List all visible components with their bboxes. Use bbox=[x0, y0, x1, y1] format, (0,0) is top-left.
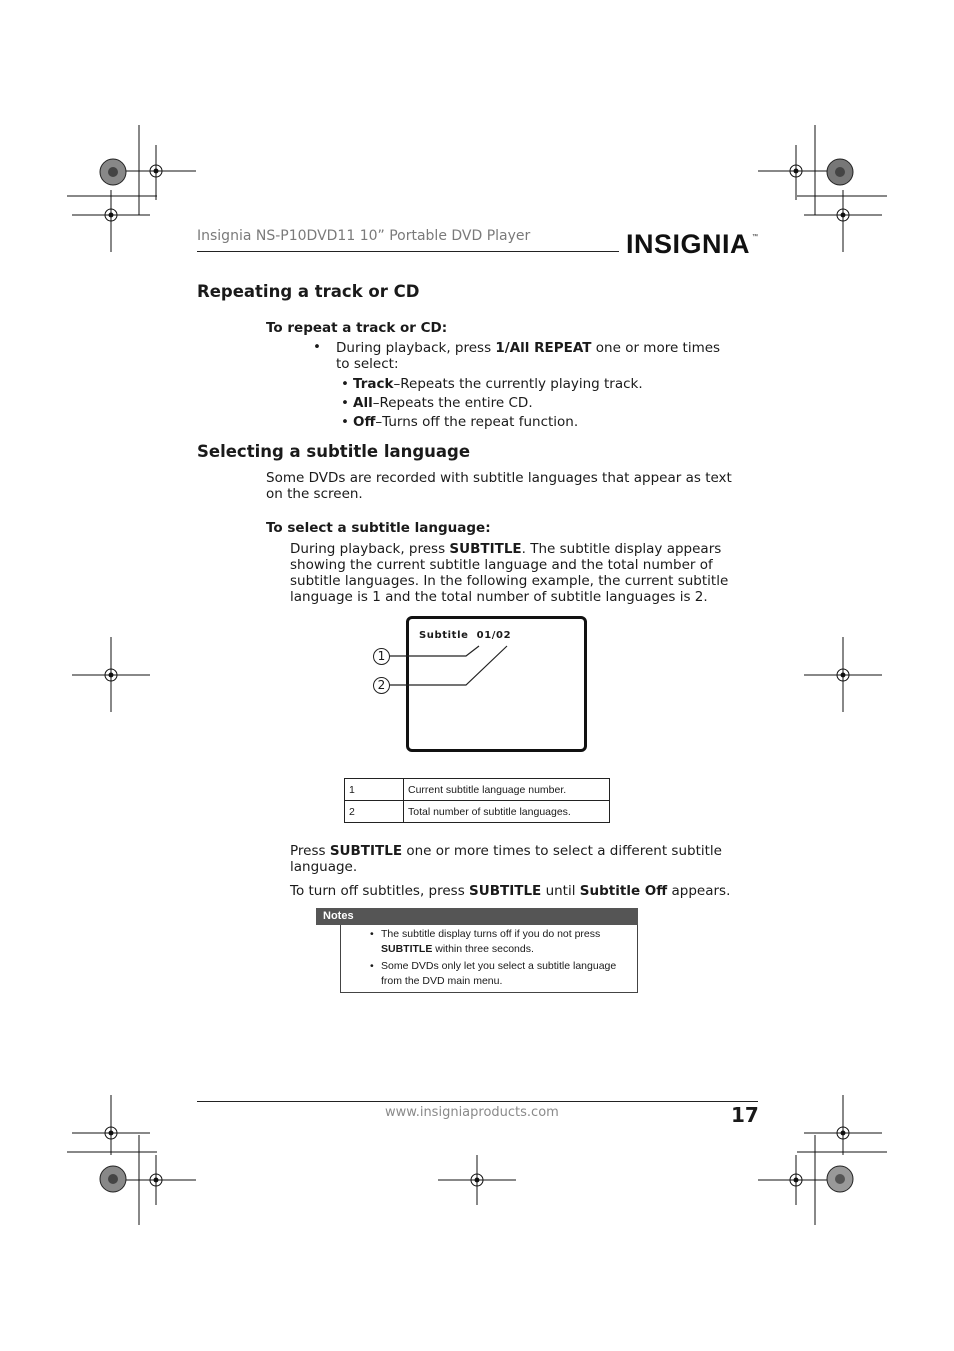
bullet: • bbox=[341, 395, 349, 411]
callout-legend-table bbox=[344, 778, 610, 823]
procedure-title-subtitle: To select a subtitle language: bbox=[266, 520, 491, 536]
legend-desc: Current subtitle language number. bbox=[404, 779, 610, 801]
repeat-option-all: All–Repeats the entire CD. bbox=[353, 395, 533, 411]
subtitle-intro: Some DVDs are recorded with subtitle languages that appear as text on the screen. bbox=[266, 470, 732, 502]
legend-desc: Total number of subtitle languages. bbox=[404, 801, 610, 823]
footer-rule bbox=[197, 1101, 758, 1102]
svg-text:™: ™ bbox=[752, 234, 758, 240]
svg-text:INSIGNIA: INSIGNIA bbox=[626, 229, 751, 259]
repeat-option-off: Off–Turns off the repeat function. bbox=[353, 414, 579, 430]
procedure-title-repeat: To repeat a track or CD: bbox=[266, 320, 448, 336]
notes-header: Notes bbox=[316, 908, 638, 925]
subtitle-step-3: To turn off subtitles, press SUBTITLE until Subtitle Off appears. bbox=[290, 883, 731, 899]
legend-num: 1 bbox=[345, 779, 404, 801]
repeat-step: During playback, press 1/All REPEAT one or more times to select: bbox=[336, 340, 721, 372]
footer-url: www.insigniaproducts.com bbox=[385, 1105, 559, 1120]
callout-2: 2 bbox=[373, 677, 390, 694]
section-heading-subtitle: Selecting a subtitle language bbox=[197, 442, 471, 461]
section-heading-repeat: Repeating a track or CD bbox=[197, 282, 420, 301]
subtitle-step-1: During playback, press SUBTITLE. The subtitle display appears showing the current subtitle language and the total number of subtitle languages. In the following example, the current subtitle language is 1 and the total number of subtitle languages is 2. bbox=[290, 541, 729, 605]
table-row bbox=[345, 779, 610, 801]
subtitle-step-2: Press SUBTITLE one or more times to select a different subtitle language. bbox=[290, 843, 722, 875]
callout-1: 1 bbox=[373, 648, 390, 665]
screen-subtitle-readout: Subtitle 01/02 bbox=[419, 630, 512, 641]
table-row bbox=[345, 801, 610, 823]
legend-num: 2 bbox=[345, 801, 404, 823]
insignia-logo bbox=[626, 226, 762, 260]
header-rule bbox=[197, 251, 619, 252]
repeat-option-track: Track–Repeats the currently playing track. bbox=[353, 376, 643, 392]
bullet: • bbox=[341, 414, 349, 430]
page-number: 17 bbox=[731, 1103, 759, 1127]
bullet: • bbox=[313, 339, 321, 355]
running-header: Insignia NS-P10DVD11 10” Portable DVD Player bbox=[197, 228, 531, 244]
bullet: • bbox=[341, 376, 349, 392]
